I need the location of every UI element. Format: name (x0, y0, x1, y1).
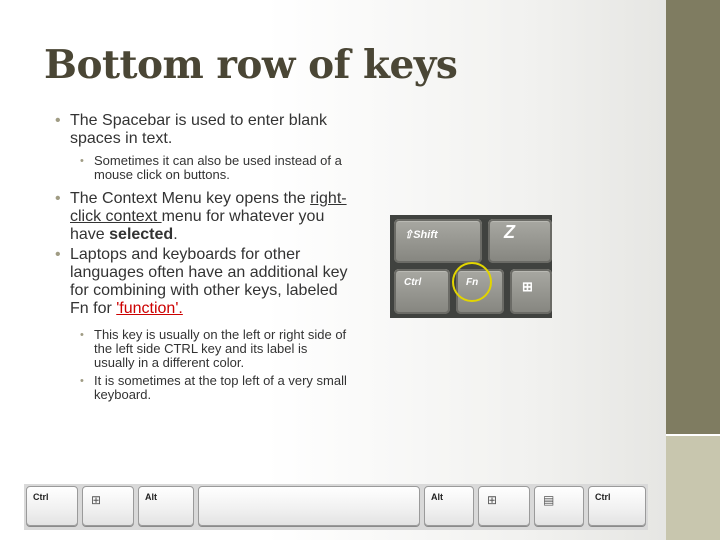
sub-bullet-fn-top-left (38, 374, 348, 402)
slide-title: Bottom row of keys (44, 42, 458, 88)
accent-bar-top (666, 0, 720, 434)
selected-emphasis: selected (109, 226, 174, 243)
windows-logo-icon: ⊞ (91, 493, 102, 507)
ctrl-key-label: Ctrl (404, 277, 422, 288)
bullet-text: This key is usually on the left or right side of the left side CTRL key and its label is usually in a different color. (94, 327, 347, 370)
fn-key-label: Fn (466, 277, 479, 288)
fn-highlight-circle (452, 262, 492, 302)
windows-logo-icon: ⊞ (487, 493, 498, 507)
windows-logo-icon: ⊞ (522, 279, 533, 294)
bullet-text: The Spacebar is used to enter blank spaces in text. (70, 112, 328, 147)
key-label: Ctrl (595, 492, 611, 502)
z-key-label: Z (504, 222, 515, 242)
function-link[interactable]: 'function'. (116, 300, 183, 317)
strip-alt-left-key (138, 486, 194, 526)
bullet-text: The Context Menu key opens the (70, 190, 311, 207)
z-key (488, 219, 552, 263)
ctrl-key (394, 269, 450, 314)
bottom-keyboard-row-image (24, 484, 648, 530)
strip-windows-left-key (82, 486, 134, 526)
strip-spacebar-key (198, 486, 420, 526)
bullet-marker: • (80, 155, 84, 167)
sub-bullet-spacebar-click (38, 154, 348, 182)
bullet-marker: • (80, 329, 84, 341)
shift-key-label: ⇧Shift (404, 229, 438, 241)
bullet-text: Sometimes it can also be used instead of a mouse click on buttons. (94, 153, 342, 182)
accent-bar-bottom (666, 434, 720, 540)
strip-ctrl-right-key (588, 486, 646, 526)
key-label: Ctrl (33, 492, 49, 502)
bullet-marker: • (80, 375, 84, 387)
bullet-text: . (173, 226, 178, 243)
key-label: Alt (145, 492, 157, 502)
bullet-marker: • (55, 190, 61, 207)
strip-windows-right-key (478, 486, 530, 526)
context-menu-icon: ▤ (543, 493, 555, 507)
bullet-fn-key (38, 246, 348, 318)
bullet-text: It is sometimes at the top left of a very small keyboard. (94, 373, 347, 402)
right-click-context-link[interactable]: right-click context (70, 190, 347, 225)
windows-key (510, 269, 552, 314)
strip-menu-key (534, 486, 584, 526)
accent-bar-divider (666, 434, 720, 436)
slide-body (38, 112, 348, 410)
sub-bullet-fn-location (38, 328, 348, 370)
shift-key (394, 219, 482, 263)
bullet-text: menu for whatever you have (70, 208, 325, 243)
bullet-marker: • (55, 246, 61, 263)
bullet-marker: • (55, 112, 61, 129)
strip-alt-right-key (424, 486, 474, 526)
key-label: Alt (431, 492, 443, 502)
strip-ctrl-left-key (26, 486, 78, 526)
bullet-spacebar (38, 112, 348, 148)
bullet-text: Laptops and keyboards for other languages often have an additional key for combining with other keys, labeled Fn for (70, 246, 348, 317)
bullet-context-menu (38, 190, 348, 244)
